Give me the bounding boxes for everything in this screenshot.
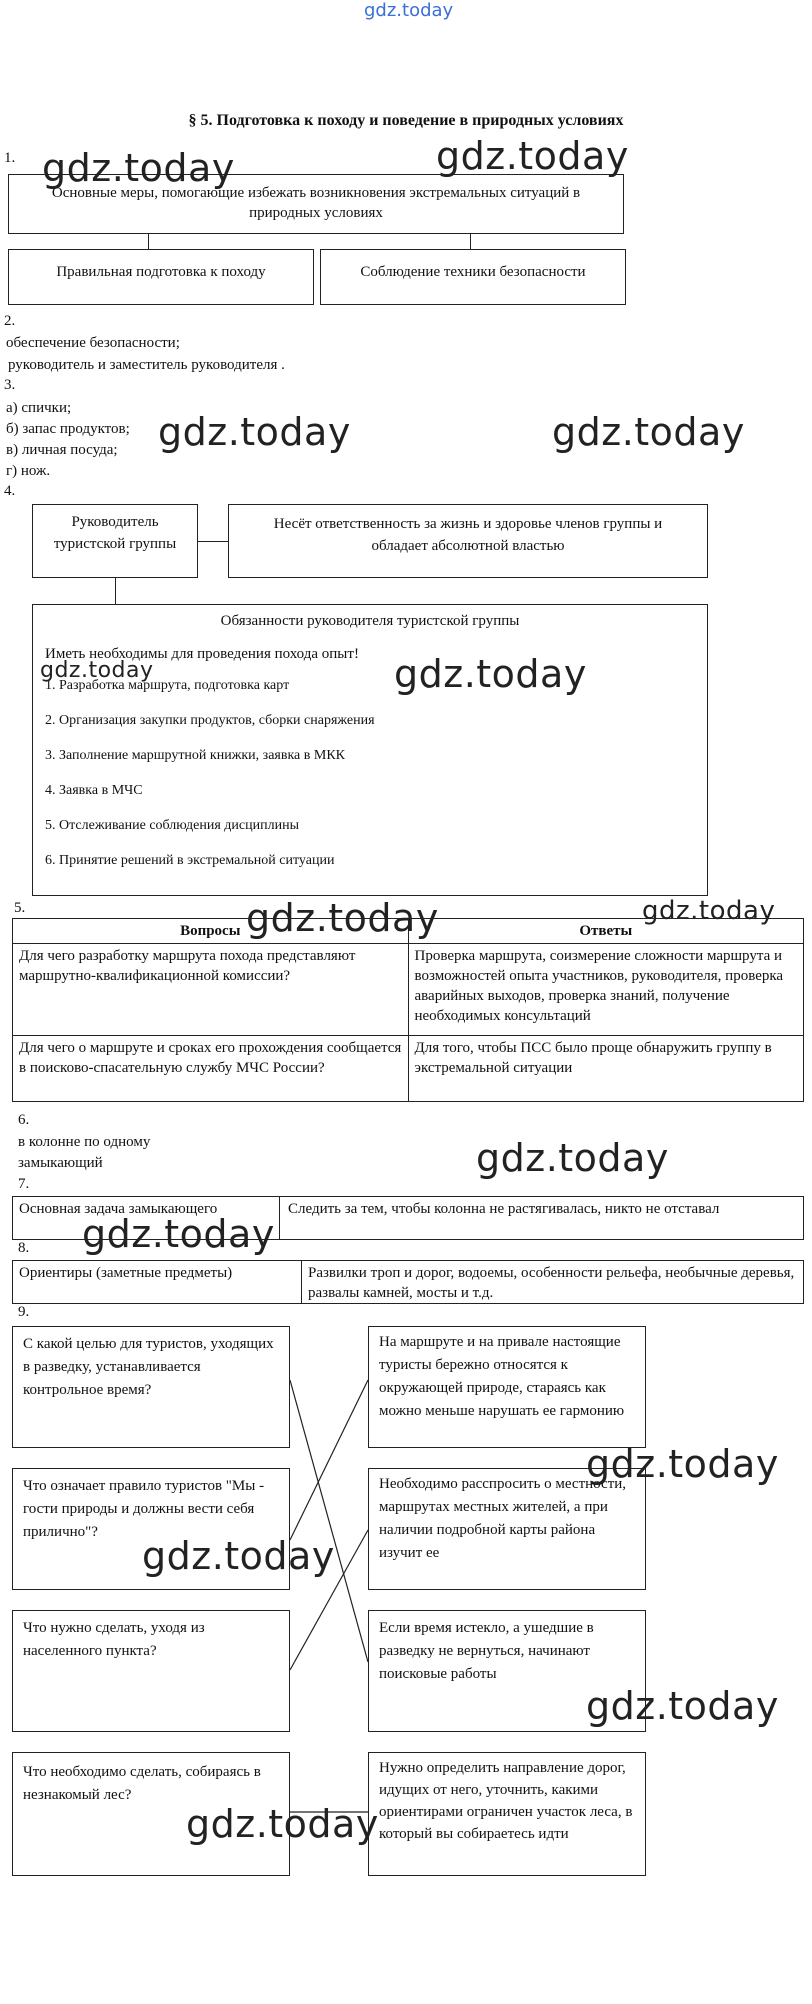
watermark: gdz.today [246,896,439,940]
task5-a1: Проверка маршрута, соизмерение сложности маршрута и возможностей опыта участников, руководителя, проверка аварийных выходов, проверка знаний, получение необходимых консультаций [408,944,804,1036]
task3-line-3: в) личная посуда; [6,442,118,458]
task3-line-2: б) запас продуктов; [6,421,130,437]
task4-duty-1: 1. Разработка маршрута, подготовка карт [45,678,290,693]
watermark: gdz.today [42,146,235,190]
site-header[interactable]: gdz.today [364,0,454,21]
task3-line-1: а) спички; [6,400,72,416]
task3-number: 3. [4,377,16,393]
task1-right-text: Соблюдение техники безопасности [360,264,586,280]
task4-leader-text: Руководитель туристской группы [53,514,177,552]
task4-duty-5: 5. Отслеживание соблюдения дисциплины [45,818,299,833]
task5-a2: Для того, чтобы ПСС было проще обнаружить группу в экстремальной ситуации [408,1036,804,1102]
task6-number: 6. [18,1112,30,1128]
task2-line-1: обеспечение безопасности; [6,335,180,351]
task1-number: 1. [4,150,16,166]
task4-duty-4: 4. Заявка в МЧС [45,783,143,798]
task8-label: Ориентиры (заметные предметы) [19,1265,233,1281]
task7-label: Основная задача замыкающего [19,1201,218,1217]
task9-number: 9. [18,1304,30,1320]
task2-line-2: руководитель и заместитель руководителя . [8,357,285,373]
watermark: gdz.today [436,134,629,178]
task8-number: 8. [18,1240,30,1256]
task6-line-2: замыкающий [18,1155,103,1171]
watermark: gdz.today [394,652,587,696]
page-title: § 5. Подготовка к походу и поведение в природных условиях [188,112,624,129]
task4-duties-title: Обязанности руководителя туристской группы [220,613,520,629]
task6-line-1: в колонне по одному [18,1134,151,1150]
match-line-1 [290,1380,368,1662]
task2-number: 2. [4,313,16,329]
watermark: gdz.today [82,1212,275,1256]
task7-value: Следить за тем, чтобы колонна не растягивалась, никто не отставал [288,1201,720,1217]
task4-duties-intro: Иметь необходимы для проведения похода опыт! [45,646,359,662]
task9-left-1-text: С какой целью для туристов, уходящих в разведку, устанавливается контрольное время? [23,1336,274,1398]
task1-left-text: Правильная подготовка к походу [56,264,266,280]
task5-col-answers: Ответы [408,919,804,944]
task9-right-3-text: Если время истекло, а ушедшие в разведку не вернуться, начинают поисковые работы [379,1620,594,1682]
task5-number: 5. [14,900,26,916]
watermark: gdz.today [40,658,154,683]
task9-left-3-text: Что нужно сделать, уходя из населенного пункта? [23,1620,205,1659]
task5-q1: Для чего разработку маршрута похода представляют маршрутно-квалификационной комиссии? [13,944,409,1036]
task4-duty-2: 2. Организация закупки продуктов, сборки снаряжения [45,713,375,728]
task9-left-2-text: Что означает правило туристов "Мы - гости природы и должны вести себя прилично"? [23,1478,265,1540]
watermark: gdz.today [158,410,351,454]
watermark: gdz.today [586,1442,779,1486]
task4-duty-3: 3. Заполнение маршрутной книжки, заявка в МКК [45,748,346,763]
task9-right-2-text: Необходимо расспросить о местности, маршрутах местных жителей, а при наличии подробной карты района изучит ее [379,1476,627,1561]
task8-value: Развилки троп и дорог, водоемы, особенности рельефа, необычные деревья, развалы камней, мосты и т.д. [308,1265,795,1301]
task1-top-text: Основные меры, помогающие избежать возникновения экстремальных ситуаций в природных условиях [51,185,581,221]
task4-duty-6: 6. Принятие решений в экстремальной ситуации [45,853,335,868]
watermark: gdz.today [142,1534,335,1578]
task3-line-4: г) нож. [6,463,51,479]
task9-right-4-text: Нужно определить направление дорог, идущих от него, уточнить, какими ориентирами ограничен участок леса, в который вы собираетесь идти [379,1760,633,1842]
watermark: gdz.today [586,1684,779,1728]
watermark: gdz.today [476,1136,669,1180]
task5-col-questions: Вопросы [13,919,409,944]
task4-responsibility-text: Несёт ответственность за жизнь и здоровье членов группы и обладает абсолютной властью [273,516,663,554]
task7-number: 7. [18,1176,30,1192]
task5-q2: Для чего о маршруте и сроках его прохождения сообщается в поисково-спасательную службу МЧС России? [13,1036,409,1102]
task9-left-4-text: Что необходимо сделать, собираясь в незнакомый лес? [23,1764,261,1803]
task9-right-1-text: На маршруте и на привале настоящие туристы бережно относятся к окружающей природе, стараясь как можно меньше нарушать ее гармонию [379,1334,625,1419]
watermark: gdz.today [642,896,776,926]
task4-number: 4. [4,483,16,499]
match-line-2 [290,1380,368,1540]
watermark: gdz.today [552,410,745,454]
watermark: gdz.today [186,1802,379,1846]
